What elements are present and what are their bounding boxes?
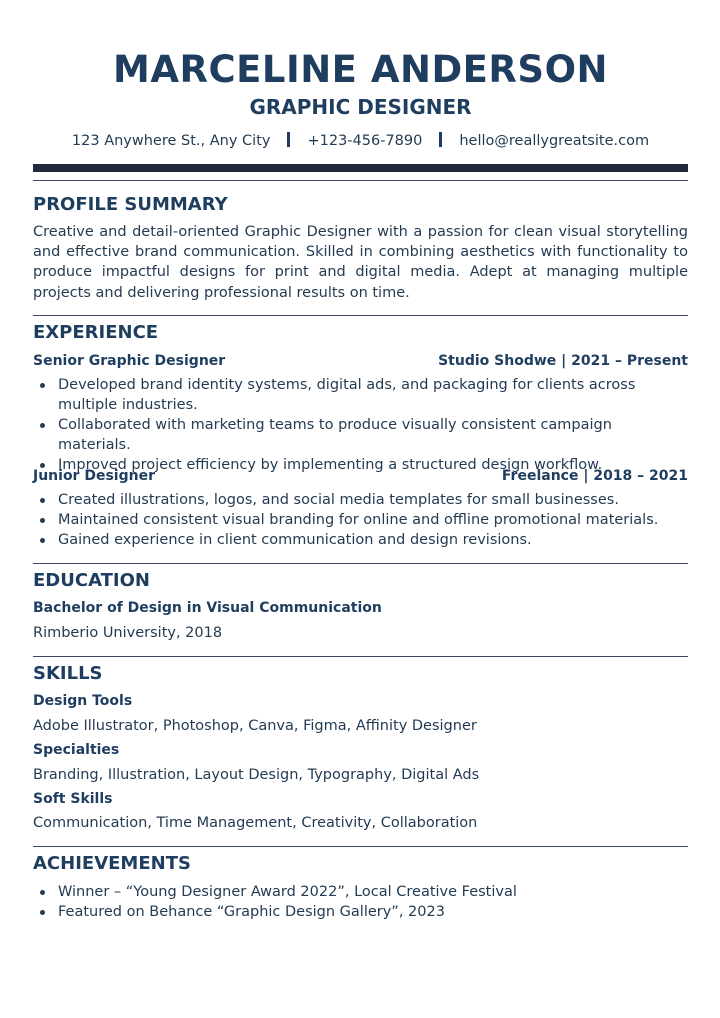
- job-header: [33, 466, 688, 486]
- list-item: Gained experience in client communication and design revisions.: [33, 530, 688, 550]
- header-divider-thick: [33, 164, 688, 172]
- skill-group-label: Soft Skills: [33, 791, 113, 807]
- list-item: Featured on Behance “Graphic Design Gallery”, 2023: [33, 902, 688, 922]
- education-heading: EDUCATION: [33, 570, 150, 591]
- contact-email[interactable]: hello@reallygreatsite.com: [459, 133, 650, 149]
- header-divider-thin: [33, 180, 688, 181]
- contact-address: 123 Anywhere St., Any City: [71, 133, 271, 149]
- section-divider: [33, 563, 688, 564]
- list-item: Improved project efficiency by implementing a structured design workflow.: [33, 455, 688, 475]
- education-school: Rimberio University, 2018: [33, 625, 223, 641]
- candidate-name: MARCELINE ANDERSON: [113, 48, 608, 91]
- profile-text: Creative and detail-oriented Graphic Designer with a passion for clean visual storytelling and effective brand communication. Skilled in combining aesthetics with functionality to produce impactful designs for print and digital media. Adept at managing multiple projects and delivering professional results on time.: [33, 224, 688, 301]
- section-divider: [33, 656, 688, 657]
- contact-separator: [287, 132, 290, 147]
- job-role: Junior Designer: [33, 468, 155, 484]
- section-divider: [33, 315, 688, 316]
- list-item: Created illustrations, logos, and social media templates for small businesses.: [33, 490, 688, 510]
- section-divider: [33, 846, 688, 847]
- skill-group-value: Branding, Illustration, Layout Design, Typography, Digital Ads: [33, 767, 480, 783]
- job-role: Senior Graphic Designer: [33, 353, 226, 369]
- job-title: GRAPHIC DESIGNER: [249, 95, 472, 119]
- list-item: Maintained consistent visual branding for online and offline promotional materials.: [33, 510, 688, 530]
- experience-heading: EXPERIENCE: [33, 322, 159, 343]
- contact-separator: [439, 132, 442, 147]
- job-header: [33, 351, 688, 371]
- skill-group-label: Design Tools: [33, 693, 133, 709]
- list-item: Collaborated with marketing teams to produce visually consistent campaign materials.: [33, 415, 688, 455]
- contact-phone: +123-456-7890: [307, 133, 423, 149]
- job-meta: Freelance | 2018 – 2021: [501, 468, 688, 484]
- skills-heading: SKILLS: [33, 663, 103, 684]
- achievements-heading: ACHIEVEMENTS: [33, 853, 191, 874]
- list-item: Developed brand identity systems, digital ads, and packaging for clients across multiple industries.: [33, 375, 688, 415]
- skill-group-value: Adobe Illustrator, Photoshop, Canva, Figma, Affinity Designer: [33, 718, 477, 734]
- job-bullets: [33, 375, 688, 475]
- job-meta: Studio Shodwe | 2021 – Present: [438, 353, 688, 369]
- education-degree: Bachelor of Design in Visual Communication: [33, 600, 382, 616]
- list-item: Winner – “Young Designer Award 2022”, Local Creative Festival: [33, 882, 688, 902]
- contact-line: [33, 130, 688, 152]
- job-bullets: [33, 490, 688, 550]
- skill-group-value: Communication, Time Management, Creativity, Collaboration: [33, 815, 478, 831]
- profile-heading: PROFILE SUMMARY: [33, 194, 228, 215]
- achievements-list: [33, 882, 688, 922]
- skill-group-label: Specialties: [33, 742, 120, 758]
